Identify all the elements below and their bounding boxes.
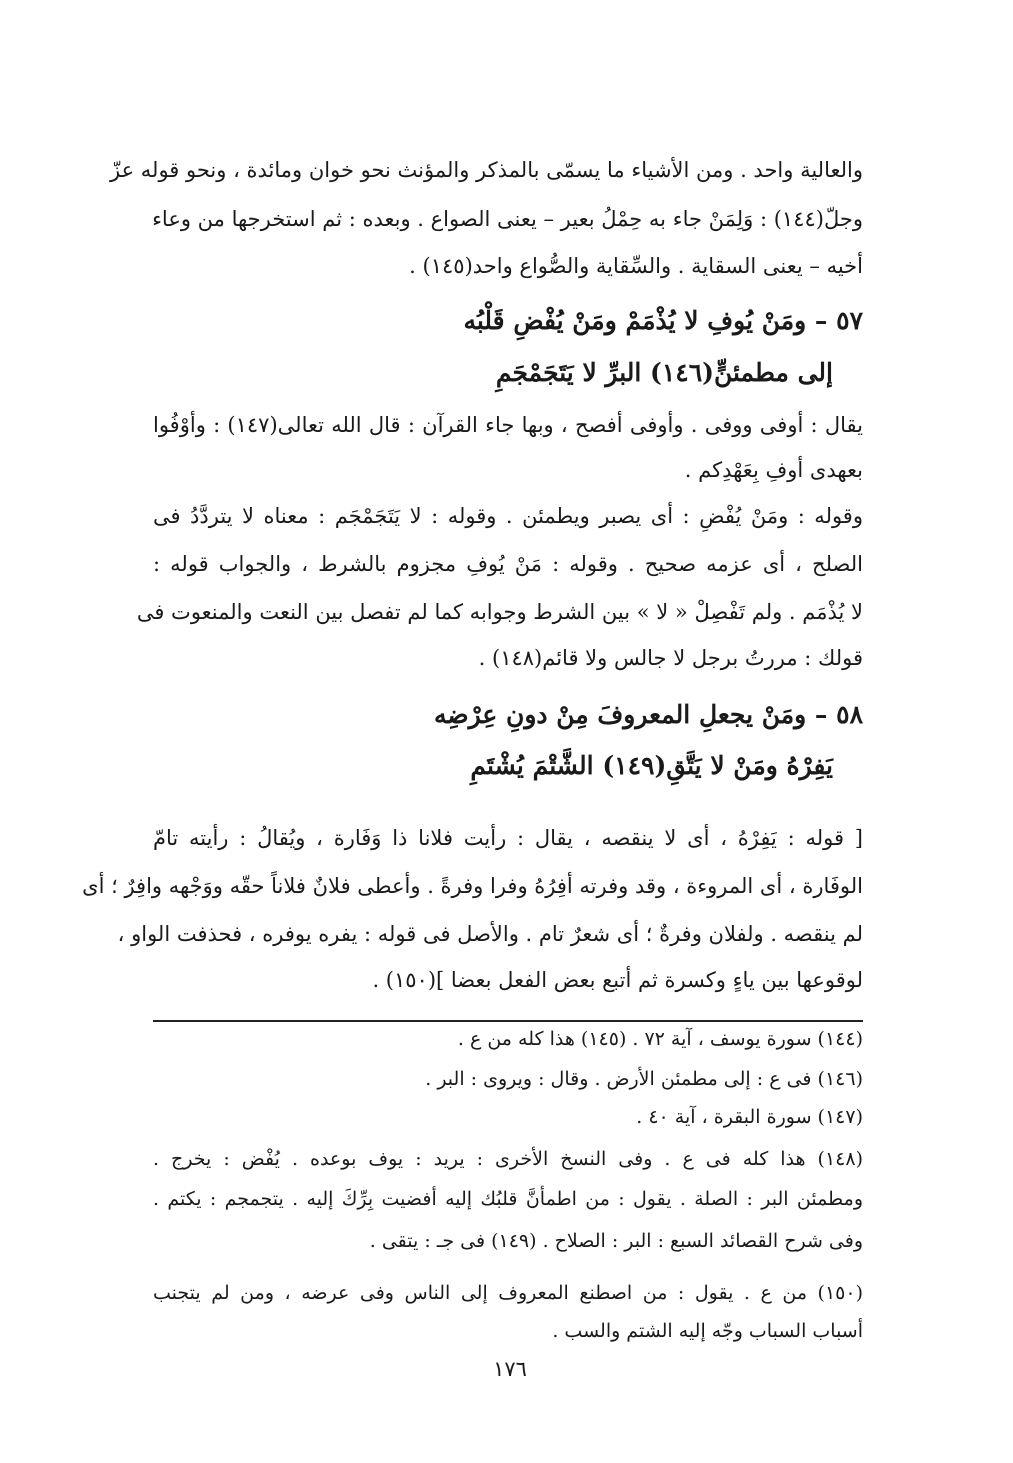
body-line: وجلّ(١٤٤) : وَلِمَنْ جاء به حِمْلُ بعير – يعنى الصواع . وبعده : ثم استخرجها من وعاء	[152, 207, 863, 231]
body-line: الوفَارة ، أى المروءة ، وقد وفرته أفِرُهُ وفرا وفرةً . وأعطى فلانٌ فلاناً حقّه ووَجْهه وافِرٌ ؛ أى	[82, 874, 863, 898]
body-line: وقوله : ومَنْ يُفْضِ : أى يصبر ويطمئن . وقوله : لا يَتَجَمْجَم : معناه لا يتردَّدُ فى	[153, 504, 863, 528]
page-number: ١٧٦	[493, 1357, 527, 1381]
footnote-148-line: ومطمئن البر : الصلة . يقول : من اطمأنَّ قلبُك إليه أفضيت بِرِّكَ إليه . يتجمجم : يكتم .	[153, 1188, 863, 1210]
body-line: لوقوعها بين ياءٍ وكسرة ثم أتبع بعض الفعل بعضا ](١٥٠) .	[372, 968, 863, 992]
footnote-148-149-line: وفى شرح القصائد السبع : البر : الصلاح . (١٤٩) فى جـ : يتقى .	[369, 1230, 863, 1252]
body-line: أخيه – يعنى السقاية . والسِّقاية والصُّواع واحد(١٤٥) .	[409, 254, 863, 278]
body-line: بعهدى أوفِ بِعَهْدِكم .	[684, 458, 863, 482]
footnote-divider	[153, 1020, 863, 1022]
footnote-150-line: (١٥٠) من ع . يقول : من اصطنع المعروف إلى الناس وفى عرضه ، ومن لم يتجنب	[153, 1282, 863, 1304]
body-line: يقال : أوفى ووفى . وأوفى أفصح ، وبها جاء القرآن : قال الله تعالى(١٤٧) : وأوْفُوا	[153, 413, 863, 437]
body-line: قولك : مررتُ برجل لا جالس ولا قائم(١٤٨) .	[478, 646, 863, 670]
footnote-150-line: أسباب السباب وجّه إليه الشتم والسب .	[552, 1320, 863, 1342]
footnote-148-line: (١٤٨) هذا كله فى ع . وفى النسخ الأخرى : يريد : يوف بوعده . يُفْض : يخرج .	[153, 1148, 863, 1170]
body-line: لم ينقصه . ولفلان وفرةٌ ؛ أى شعرٌ تام . والأصل فى قوله : يفره يوفره ، فحذفت الواو ،	[117, 922, 863, 946]
footnote-144-145: (١٤٤) سورة يوسف ، آية ٧٢ . (١٤٥) هذا كله من ع .	[457, 1028, 863, 1050]
verse-57-first-hemistich: ٥٧ – ومَنْ يُوفِ لا يُذْمَمْ ومَنْ يُفْضِ قَلْبُه	[463, 306, 863, 335]
verse-58-second-hemistich: يَفِرْهُ ومَنْ لا يَتَّقِ(١٤٩) الشَّتْمَ يُشْتَمِ	[470, 751, 833, 780]
body-line: لا يُذْمَم . ولم تَفْصِلْ « لا » بين الشرط وجوابه كما لم تفصل بين النعت والمنعوت فى	[136, 600, 863, 624]
verse-58-first-hemistich: ٥٨ – ومَنْ يجعلِ المعروفَ مِنْ دونِ عِرْضِه	[433, 700, 863, 729]
body-line: الصلح ، أى عزمه صحيح . وقوله : مَنْ يُوفِ مجزوم بالشرط ، والجواب قوله :	[153, 552, 863, 576]
body-line: [ قوله : يَفِرْهُ ، أى لا ينقصه ، يقال : رأيت فلانا ذا وَفَارة ، ويُقالُ : رأيته تامّ	[153, 826, 863, 850]
footnote-146: (١٤٦) فى ع : إلى مطمئن الأرض . وقال : ويروى : البر .	[425, 1068, 863, 1090]
verse-57-second-hemistich: إلى مطمئنٍّ(١٤٦) البرِّ لا يَتَجَمْجَمِ	[495, 358, 833, 387]
body-line: والعالية واحد . ومن الأشياء ما يسمّى بالمذكر والمؤنث نحو خوان ومائدة ، ونحو قوله عزّ	[110, 158, 863, 182]
footnote-147: (١٤٧) سورة البقرة ، آية ٤٠ .	[636, 1106, 863, 1128]
